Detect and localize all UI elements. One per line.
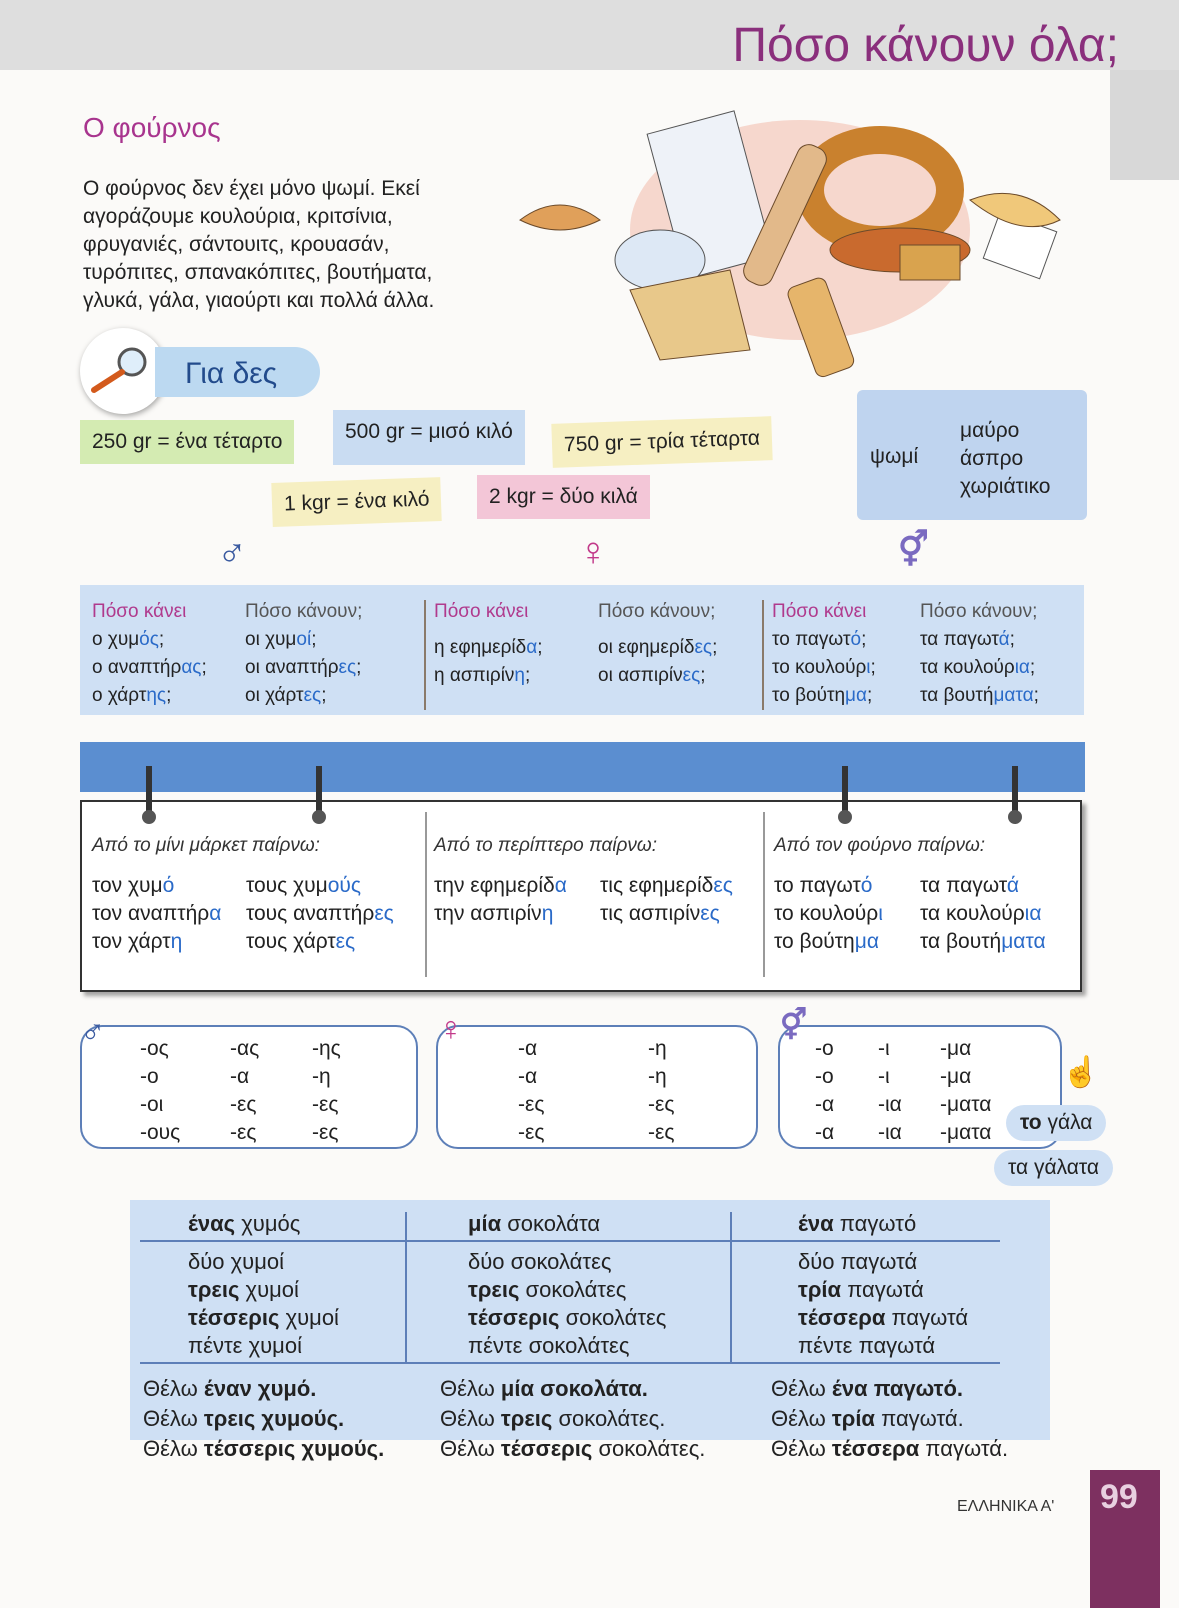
pointing-hand-icon: ☝: [1062, 1056, 1100, 1089]
board-item: το βούτημα: [774, 930, 879, 953]
board-item: την ασπιρίνη: [434, 902, 554, 925]
ending: -ια: [878, 1093, 902, 1116]
numbers-col-fem: [468, 1210, 666, 1360]
magnifier-badge: [80, 328, 166, 414]
masc-endings-col: [312, 1035, 341, 1147]
divider: [763, 812, 765, 977]
intro-text: [83, 175, 503, 315]
masc-plural-questions: [245, 598, 362, 710]
board-item: τις εφημερίδες: [600, 874, 733, 897]
masculine-symbol-icon: ♂: [80, 1012, 106, 1050]
ending: -η: [648, 1037, 667, 1060]
weight-note-750: 750 gr = τρία τέταρτα: [551, 416, 772, 468]
question-item: οι ασπιρίνες;: [598, 665, 706, 686]
board-title-minimarket: Από το μίνι μάρκετ παίρνω:: [92, 835, 320, 856]
board-title-kiosk: Από το περίπτερο παίρνω:: [434, 835, 657, 856]
bread-types: [960, 417, 1051, 501]
question-item: τα παγωτά;: [920, 629, 1015, 650]
question-item: το βούτημα;: [772, 685, 873, 706]
ending: -α: [518, 1065, 538, 1088]
ending: -ες: [230, 1093, 257, 1116]
question-heading: Πόσο κάνει: [434, 601, 529, 622]
ending: -ες: [648, 1093, 675, 1116]
board-item: τον χυμό: [92, 874, 175, 897]
board-masc-plural: [246, 872, 394, 956]
feminine-symbol-icon: ♀: [578, 530, 608, 574]
ending: -ο: [815, 1037, 834, 1060]
question-item: τα βουτήματα;: [920, 685, 1039, 706]
ending: -ες: [312, 1121, 339, 1144]
number-item: τρία παγωτά: [798, 1277, 924, 1302]
board-item: το παγωτό: [774, 874, 873, 897]
question-item: ο χάρτης;: [92, 685, 172, 706]
hanging-bar: [80, 742, 1085, 792]
question-item: οι χυμοί;: [245, 629, 317, 650]
ending: -ος: [140, 1037, 169, 1060]
page-title: Πόσο κάνουν όλα;: [732, 19, 1119, 72]
board-item: τους χάρτες: [246, 930, 356, 953]
question-item: ο αναπτήρας;: [92, 657, 207, 678]
question-heading: Πόσο κάνουν;: [245, 601, 363, 622]
divider: [140, 1362, 1000, 1364]
number-item: τέσσερις σοκολάτες: [468, 1305, 667, 1330]
ending: -ες: [648, 1121, 675, 1144]
page-number: 99: [1100, 1478, 1138, 1516]
magnifier-icon: [80, 328, 166, 414]
weight-note-250: 250 gr = ένα τέταρτο: [80, 420, 294, 464]
bread-word: ψωμί: [870, 445, 919, 468]
number-item: δύο παγωτά: [798, 1249, 918, 1274]
ending: -ες: [518, 1093, 545, 1116]
fem-plural-questions: [598, 598, 717, 690]
number-item: δύο σοκολάτες: [468, 1249, 612, 1274]
masc-singular-questions: [92, 598, 207, 710]
question-item: το κουλούρι;: [772, 657, 876, 678]
milk-singular: το γάλα: [1006, 1105, 1106, 1141]
ending: -α: [230, 1065, 250, 1088]
question-item: το παγωτό;: [772, 629, 867, 650]
number-item: πέντε χυμοί: [188, 1333, 302, 1358]
board-fem-plural: [600, 872, 733, 928]
fem-endings-col: [518, 1035, 544, 1147]
question-item: οι αναπτήρες;: [245, 657, 362, 678]
ending: -ο: [815, 1065, 834, 1088]
fem-endings-col: [648, 1035, 674, 1147]
ending: -α: [815, 1121, 835, 1144]
bread-type: χωριάτικο: [960, 475, 1051, 498]
neut-endings-col: [940, 1035, 991, 1147]
want-sentence: Θέλω τρεις χυμούς.: [143, 1406, 345, 1431]
board-fem-singular: [434, 872, 567, 928]
board-item: τους αναπτήρες: [246, 902, 394, 925]
ending: -ας: [230, 1037, 260, 1060]
intro-line: γλυκά, γάλα, γιαούρτι και πολλά άλλα.: [83, 289, 435, 312]
board-item: τις ασπιρίνες: [600, 902, 720, 925]
bread-type: άσπρο: [960, 447, 1024, 470]
ending: -ες: [312, 1093, 339, 1116]
divider: [730, 1212, 732, 1362]
board-neut-plural: [920, 872, 1046, 956]
bakery-illustration: [500, 80, 1090, 380]
number-item: μία σοκολάτα: [468, 1211, 601, 1236]
number-item: τρεις σοκολάτες: [468, 1277, 627, 1302]
book-name: ΕΛΛΗΝΙΚΑ Α': [957, 1498, 1055, 1515]
want-sentence: Θέλω τρεις σοκολάτες.: [440, 1406, 666, 1431]
board-item: τον χάρτη: [92, 930, 183, 953]
ending: -ης: [312, 1037, 341, 1060]
ending: -ι: [878, 1065, 890, 1088]
want-col-masc: [143, 1374, 384, 1464]
ending: -ο: [140, 1065, 159, 1088]
number-item: τέσσερις χυμοί: [188, 1305, 339, 1330]
want-sentence: Θέλω τέσσερις χυμούς.: [143, 1436, 385, 1461]
number-item: τρεις χυμοί: [188, 1277, 299, 1302]
question-item: τα κουλούρια;: [920, 657, 1036, 678]
ending: -οι: [140, 1093, 164, 1116]
weight-note-2kg: 2 kgr = δύο κιλά: [477, 475, 650, 519]
neut-singular-questions: [772, 598, 876, 710]
intro-line: φρυγανιές, σάντουιτς, κρουασάν,: [83, 233, 390, 256]
ending: -ι: [878, 1037, 890, 1060]
want-sentence: Θέλω ένα παγωτό.: [771, 1376, 964, 1401]
masc-endings-col: [230, 1035, 259, 1147]
question-item: οι χάρτες;: [245, 685, 327, 706]
want-sentence: Θέλω τέσσερις σοκολάτες.: [440, 1436, 706, 1461]
ending: -ματα: [940, 1121, 992, 1144]
ending: -η: [648, 1065, 667, 1088]
number-item: ένα παγωτό: [798, 1211, 917, 1236]
divider: [762, 600, 764, 710]
milk-plural: τα γάλατα: [994, 1150, 1113, 1186]
masculine-symbol-icon: ♂: [217, 530, 247, 574]
intro-line: τυρόπιτες, σπανακόπιτες, βουτήματα,: [83, 261, 433, 284]
board-item: τους χυμούς: [246, 874, 362, 897]
intro-line: Ο φούρνος δεν έχει μόνο ψωμί. Εκεί: [83, 177, 420, 200]
masc-endings-col: [140, 1035, 180, 1147]
want-col-neut: [771, 1374, 1008, 1464]
fem-endings-box: [436, 1025, 758, 1149]
question-item: η ασπιρίνη;: [434, 665, 531, 686]
neut-plural-questions: [920, 598, 1039, 710]
fem-singular-questions: [434, 598, 543, 690]
question-heading: Πόσο κάνει: [92, 601, 187, 622]
ending: -ες: [518, 1121, 545, 1144]
neuter-symbol-icon: ⚥: [898, 531, 929, 569]
number-item: πέντε παγωτά: [798, 1333, 936, 1358]
number-item: τέσσερα παγωτά: [798, 1305, 969, 1330]
board-item: τον αναπτήρα: [92, 902, 222, 925]
numbers-col-masc: [188, 1210, 339, 1360]
question-item: οι εφημερίδες;: [598, 637, 718, 658]
board-item: τα κουλούρια: [920, 902, 1042, 925]
want-sentence: Θέλω τέσσερα παγωτά.: [771, 1436, 1009, 1461]
board-item: τα βουτήματα: [920, 930, 1046, 953]
section-title: Ο φούρνος: [83, 112, 221, 143]
question-item: ο χυμός;: [92, 629, 165, 650]
divider: [424, 600, 426, 710]
number-item: ένας χυμός: [188, 1211, 301, 1236]
bread-type: μαύρο: [960, 419, 1020, 442]
want-col-fem: [440, 1374, 705, 1464]
numbers-col-neut: [798, 1210, 968, 1360]
pin-head: [142, 810, 156, 824]
question-heading: Πόσο κάνουν;: [920, 601, 1038, 622]
weight-note-500: 500 gr = μισό κιλό: [333, 410, 525, 465]
question-heading: Πόσο κάνει: [772, 601, 867, 622]
pin-head: [838, 810, 852, 824]
pin-head: [1008, 810, 1022, 824]
question-item: η εφημερίδα;: [434, 637, 543, 658]
want-sentence: Θέλω έναν χυμό.: [143, 1376, 317, 1401]
weight-note-1kg: 1 kgr = ένα κιλό: [271, 477, 442, 527]
side-tab: [1110, 70, 1179, 180]
ending: -ματα: [940, 1093, 992, 1116]
ending: -μα: [940, 1037, 972, 1060]
number-item: δύο χυμοί: [188, 1249, 285, 1274]
divider: [425, 812, 427, 977]
number-item: πέντε σοκολάτες: [468, 1333, 630, 1358]
ending: -η: [312, 1065, 331, 1088]
ending: -μα: [940, 1065, 972, 1088]
feminine-symbol-icon: ♀: [438, 1010, 464, 1048]
want-sentence: Θέλω τρία παγωτά.: [771, 1406, 964, 1431]
board-item: τα παγωτά: [920, 874, 1020, 897]
intro-line: αγοράζουμε κουλούρια, κριτσίνια,: [83, 205, 393, 228]
ending: -α: [518, 1037, 538, 1060]
neuter-symbol-icon: ⚥: [780, 1009, 808, 1042]
board-neut-singular: [774, 872, 883, 956]
board-item: το κουλούρι: [774, 902, 883, 925]
want-sentence: Θέλω μία σοκολάτα.: [440, 1376, 648, 1401]
board-item: την εφημερίδα: [434, 874, 567, 897]
neut-endings-col: [815, 1035, 834, 1147]
look-label: Για δες: [185, 357, 278, 390]
ending: -ους: [140, 1121, 181, 1144]
board-title-bakery: Από τον φούρνο παίρνω:: [774, 835, 986, 856]
divider: [405, 1212, 407, 1362]
question-heading: Πόσο κάνουν;: [598, 601, 716, 622]
ending: -α: [815, 1093, 835, 1116]
pin-head: [312, 810, 326, 824]
ending: -ια: [878, 1121, 902, 1144]
neut-endings-col: [878, 1035, 902, 1147]
board-masc-singular: [92, 872, 221, 956]
ending: -ες: [230, 1121, 257, 1144]
